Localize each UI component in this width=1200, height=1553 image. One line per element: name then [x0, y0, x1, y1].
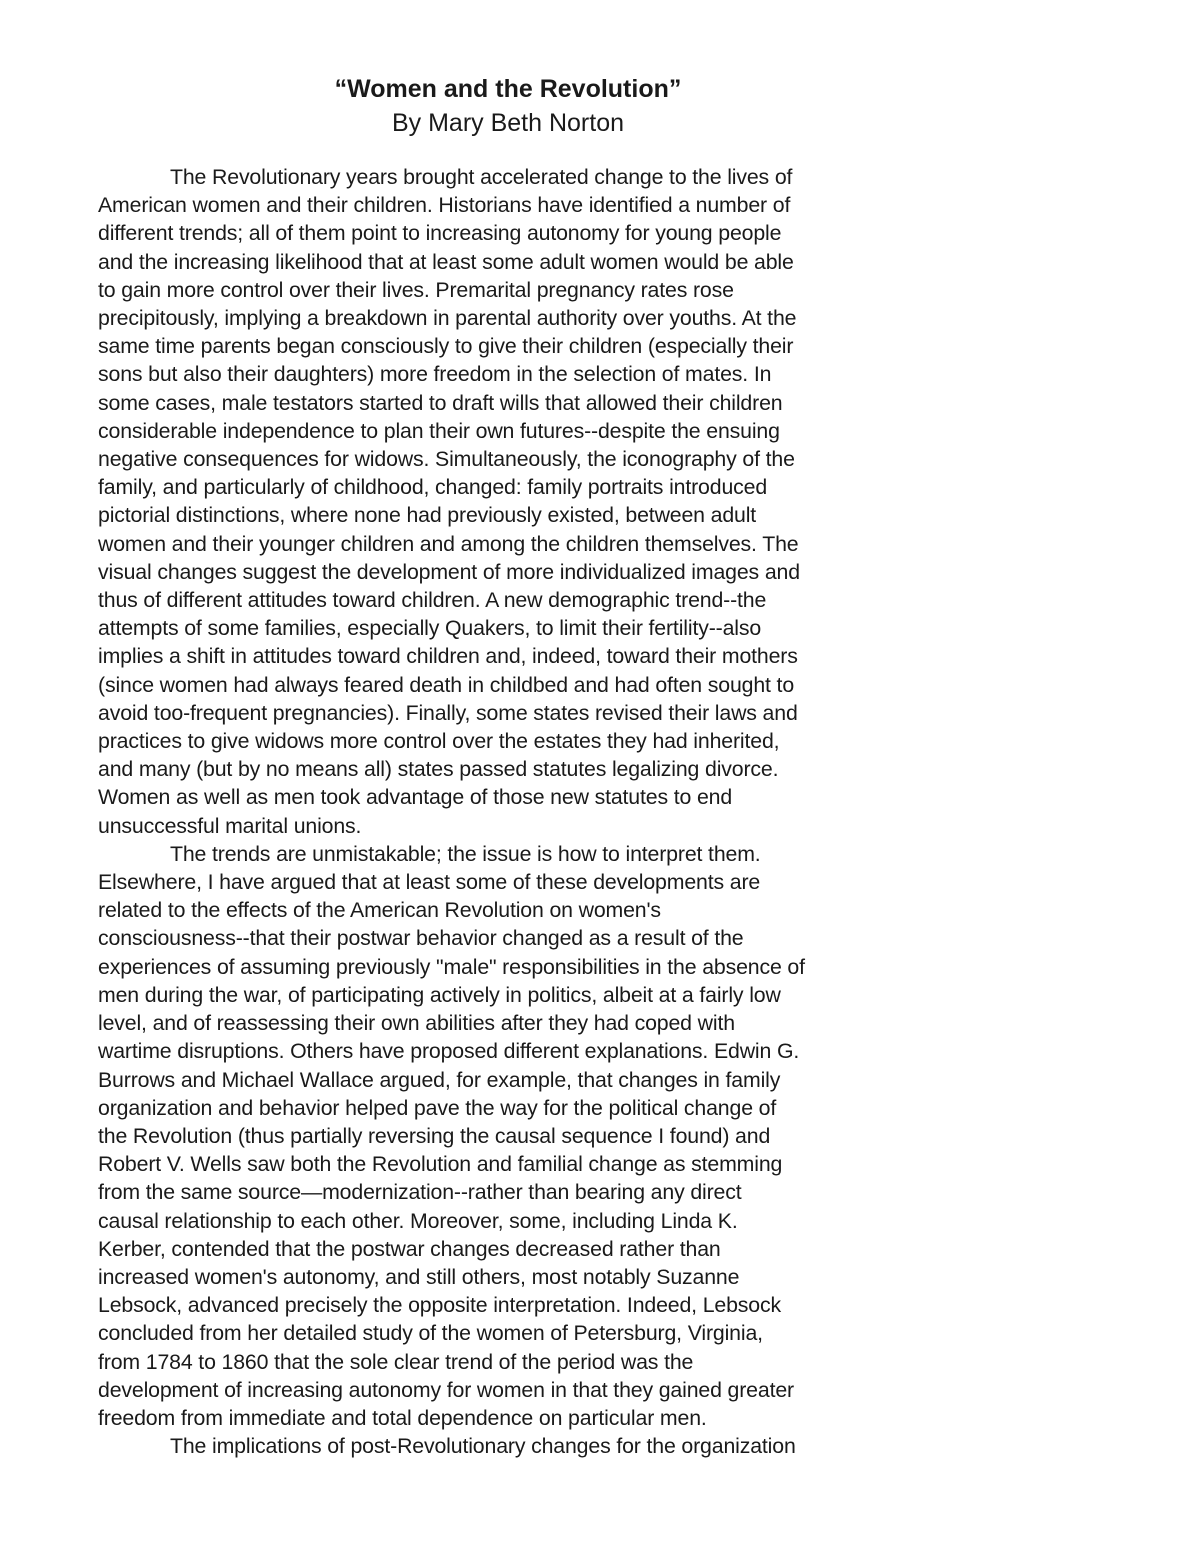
text-line: family, and particularly of childhood, changed: family portraits introduced	[98, 475, 768, 500]
text-line: from the same source—modernization--rather than bearing any direct	[98, 1180, 742, 1205]
text-line: organization and behavior helped pave the way for the political change of	[98, 1095, 777, 1120]
text-line: women and their younger children and among the children themselves. The	[98, 531, 799, 556]
text-line: Robert V. Wells saw both the Revolution and familial change as stemming	[98, 1152, 783, 1177]
text-line: attempts of some families, especially Quakers, to limit their fertility--also	[98, 616, 762, 641]
text-line: Lebsock, advanced precisely the opposite interpretation. Indeed, Lebsock	[98, 1293, 781, 1318]
text-line: Elsewhere, I have argued that at least some of these developments are	[98, 870, 761, 895]
text-line: avoid too-frequent pregnancies). Finally, some states revised their laws and	[98, 700, 798, 725]
text-line: related to the effects of the American Revolution on women's	[98, 898, 661, 923]
text-line: causal relationship to each other. Moreover, some, including Linda K.	[98, 1208, 738, 1233]
text-line: visual changes suggest the development of more individualized images and	[98, 559, 800, 584]
text-line: The trends are unmistakable; the issue is how to interpret them.	[170, 841, 761, 866]
text-line: concluded from her detailed study of the women of Petersburg, Virginia,	[98, 1321, 763, 1346]
text-line: implies a shift in attitudes toward children and, indeed, toward their mothers	[98, 644, 798, 669]
text-line: practices to give widows more control over the estates they had inherited,	[98, 729, 780, 754]
text-line: the Revolution (thus partially reversing the causal sequence I found) and	[98, 1123, 771, 1148]
text-line: The implications of post-Revolutionary changes for the organization	[170, 1434, 796, 1459]
text-line: considerable independence to plan their own futures--despite the ensuing	[98, 418, 780, 443]
document-body	[98, 163, 898, 1460]
text-line: consciousness--that their postwar behavior changed as a result of the	[98, 926, 744, 951]
text-line: increased women's autonomy, and still others, most notably Suzanne	[98, 1264, 740, 1289]
text-line: and the increasing likelihood that at least some adult women would be able	[98, 249, 794, 274]
text-line: level, and of reassessing their own abilities after they had coped with	[98, 1011, 735, 1036]
text-line: same time parents began consciously to give their children (especially their	[98, 334, 794, 359]
text-line: Kerber, contended that the postwar changes decreased rather than	[98, 1236, 721, 1261]
text-line: (since women had always feared death in childbed and had often sought to	[98, 672, 795, 697]
text-line: freedom from immediate and total dependence on particular men.	[98, 1405, 707, 1430]
text-line: wartime disruptions. Others have proposed different explanations. Edwin G.	[98, 1039, 800, 1064]
text-line: different trends; all of them point to increasing autonomy for young people	[98, 221, 782, 246]
text-line: from 1784 to 1860 that the sole clear trend of the period was the	[98, 1349, 694, 1374]
text-line: development of increasing autonomy for women in that they gained greater	[98, 1377, 794, 1402]
text-line: The Revolutionary years brought accelerated change to the lives of	[170, 165, 793, 189]
text-line: American women and their children. Historians have identified a number of	[98, 193, 791, 218]
text-line: unsuccessful marital unions.	[98, 813, 362, 838]
text-line: thus of different attitudes toward children. A new demographic trend--the	[98, 588, 767, 613]
document-title: “Women and the Revolution”	[334, 75, 682, 103]
text-line: and many (but by no means all) states passed statutes legalizing divorce.	[98, 757, 779, 782]
text-line: to gain more control over their lives. Premarital pregnancy rates rose	[98, 277, 734, 302]
text-line: pictorial distinctions, where none had previously existed, between adult	[98, 503, 757, 528]
text-line: men during the war, of participating actively in politics, albeit at a fairly low	[98, 982, 781, 1007]
text-line: experiences of assuming previously "male" responsibilities in the absence of	[98, 954, 805, 979]
text-line: some cases, male testators started to draft wills that allowed their children	[98, 390, 783, 415]
document-author: By Mary Beth Norton	[391, 109, 625, 137]
text-line: precipitously, implying a breakdown in parental authority over youths. At the	[98, 306, 797, 331]
document-page	[98, 72, 898, 1460]
text-line: negative consequences for widows. Simultaneously, the iconography of the	[98, 447, 795, 472]
text-line: Women as well as men took advantage of those new statutes to end	[98, 785, 733, 810]
text-line: sons but also their daughters) more freedom in the selection of mates. In	[98, 362, 772, 387]
text-line: Burrows and Michael Wallace argued, for example, that changes in family	[98, 1067, 781, 1092]
